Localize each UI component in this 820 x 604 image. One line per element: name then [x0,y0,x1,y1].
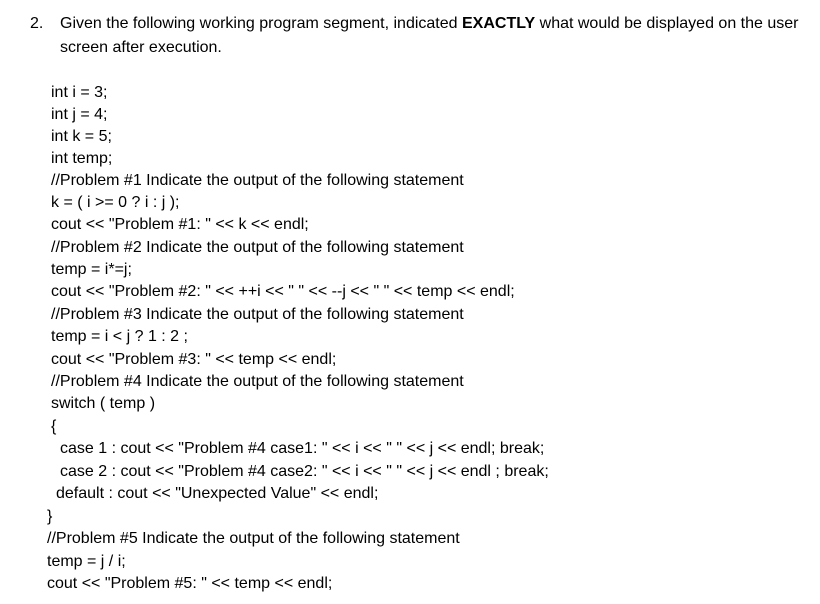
question-text-before: Given the following working program segment, indicated [60,15,462,32]
question-emphasis: EXACTLY [461,15,536,32]
code-line: int i = 3; [51,84,108,101]
code-line: //Problem #2 Indicate the output of the following statement [51,239,464,256]
code-line: //Problem #3 Indicate the output of the following statement [51,306,464,323]
code-line: temp = i < j ? 1 : 2 ; [51,328,188,345]
code-line: cout << "Problem #2: " << ++i << " " << --j << " " << temp << endl; [51,283,515,300]
code-line: cout << "Problem #1: " << k << endl; [51,216,309,233]
code-line: cout << "Problem #3: " << temp << endl; [51,351,337,368]
code-line: cout << "Problem #5: " << temp << endl; [47,575,333,592]
code-line: int k = 5; [51,128,112,145]
code-line: switch ( temp ) [51,395,156,412]
code-line: //Problem #1 Indicate the output of the following statement [51,172,464,189]
code-line: default : cout << "Unexpected Value" << endl; [56,485,379,502]
code-line: case 1 : cout << "Problem #4 case1: " << i << " " << j << endl; break; [60,440,545,457]
question-block [30,12,800,60]
question-text-after: what would be displayed on the user screen after execution. [60,15,799,56]
code-line: case 2 : cout << "Problem #4 case2: " << i << " " << j << endl ; break; [60,463,549,480]
question-text [60,12,800,60]
code-line: //Problem #4 Indicate the output of the following statement [51,373,464,390]
code-line: int j = 4; [51,106,108,123]
code-line: { [51,418,57,435]
code-line: } [47,508,53,525]
code-line: temp = j / i; [47,553,126,570]
code-line: int temp; [51,150,113,167]
code-line: //Problem #5 Indicate the output of the following statement [47,530,460,547]
question-number: 2. [30,15,44,32]
code-line: temp = i*=j; [51,261,132,278]
code-line: k = ( i >= 0 ? i : j ); [51,194,180,211]
